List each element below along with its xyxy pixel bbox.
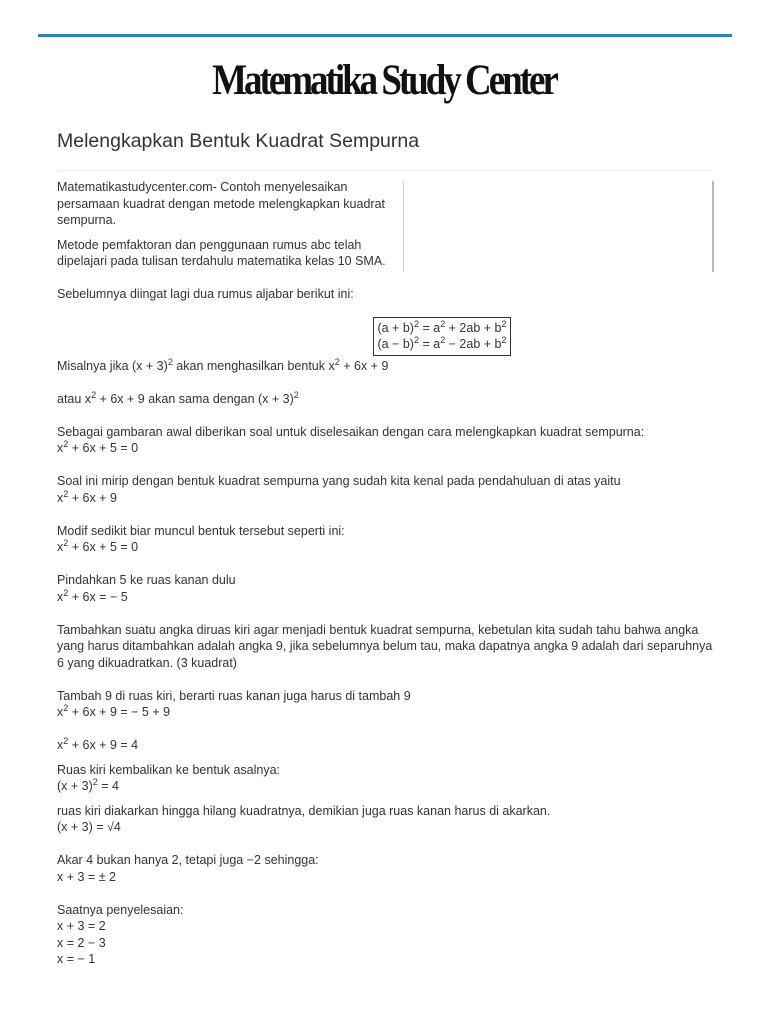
identity-square-difference: $(a - b)^2 = a^2 - 2ab + b^2$ xyxy=(377,334,507,351)
site-logo[interactable]: Matematika Study Center xyxy=(212,57,556,104)
equation: x + 3 = ± 2 xyxy=(57,869,116,884)
intro-paragraph: Metode pemfaktoran dan penggunaan rumus abc telah dipelajari pada tulisan terdahulu matematika kelas 10 SMA. xyxy=(57,237,386,268)
paragraph: Tambah 9 di ruas kiri, berarti ruas kanan juga harus di tambah 9 xyxy=(57,688,411,703)
equation: x = − 1 xyxy=(57,952,96,966)
exponent: 2 xyxy=(63,537,69,548)
exponent: 2 xyxy=(167,356,173,367)
paragraph: Akar 4 bukan hanya 2, tetapi juga −2 sehingga: xyxy=(57,853,319,867)
exponent: 2 xyxy=(92,776,98,787)
paragraph: Sebagai gambaran awal diberikan soal untuk diselesaikan dengan cara melengkapkan kuadrat sempurna: xyxy=(57,424,645,439)
ad-slot-right-border xyxy=(712,181,714,272)
equation: $x^2 + 6x + 5 = 0$ xyxy=(57,537,139,554)
header-top-rule xyxy=(38,34,732,37)
exponent: 2 xyxy=(63,702,69,713)
paragraph: Pindahkan 5 ke ruas kanan dulu xyxy=(57,573,236,587)
paragraph: Modif sedikit biar muncul bentuk tersebut seperti ini: xyxy=(57,523,345,538)
equation: x = 2 − 3 xyxy=(57,935,106,950)
paragraph: Tambahkan suatu angka diruas kiri agar menjadi bentuk kuadrat sempurna, kebetulan kita sudah tahu bahwa angka yang harus ditambahkan adalah angka 9, jika sebelumnya belum tau, maka dapatnya angka 9 adalah dari separuhnya 6 yang dikuadratkan. (3 kuadrat) xyxy=(57,622,713,670)
paragraph: Ruas kiri kembalikan ke bentuk asalnya: xyxy=(57,762,281,777)
equation: $x^2 + 6x + 9 = 4$ xyxy=(57,735,139,752)
title-divider xyxy=(57,170,712,171)
post-title: Melengkapkan Bentuk Kuadrat Sempurna xyxy=(57,130,420,152)
ad-slot-left-border xyxy=(403,181,404,272)
exponent: 2 xyxy=(63,587,69,598)
paragraph: Saatnya penyelesaian: xyxy=(57,902,184,917)
exponent: 2 xyxy=(63,438,69,449)
exponent: 2 xyxy=(501,318,507,329)
identity-square-sum: $(a + b)^2 = a^2 + 2ab + b^2$ xyxy=(377,318,507,335)
intro-paragraph: Matematikastudycenter.com- Contoh menyelesaikan persamaan kuadrat dengan metode melengkapkan kuadrat sempurna. xyxy=(57,180,385,227)
equation: $x^2 + 6x$ = − 5 xyxy=(57,587,128,604)
exponent: 2 xyxy=(501,334,507,345)
paragraph: Sebelumnya diingat lagi dua rumus aljabar berikut ini: xyxy=(57,287,354,301)
exponent: 2 xyxy=(440,318,446,329)
equation: $x^2 + 6x + 5 = 0$ xyxy=(57,438,139,455)
formula-box-wrapper xyxy=(57,317,717,356)
paragraph: ruas kiri diakarkan hingga hilang kuadratnya, demikian juga ruas kanan harus di akarkan. xyxy=(57,803,551,818)
paragraph: Misalnya jika $(x + 3)^2$ akan menghasilkan bentuk $x^2 + 6x + 9$ xyxy=(57,356,389,373)
equation: x + 3 = 2 xyxy=(57,919,106,933)
equation: $x^2 + 6x + 9$ xyxy=(57,488,117,505)
paragraph: Soal ini mirip dengan bentuk kuadrat sempurna yang sudah kita kenal pada pendahuluan di atas yaitu xyxy=(57,474,621,488)
equation: (x + 3) = √4 xyxy=(57,820,121,834)
paragraph: atau $x^2 + 6x + 9$ akan sama dengan $(x + 3)^2$ xyxy=(57,389,299,406)
exponent: 2 xyxy=(413,318,419,329)
algebra-identities-box xyxy=(373,317,510,356)
exponent: 2 xyxy=(63,488,69,499)
exponent: 2 xyxy=(413,334,419,345)
exponent: 2 xyxy=(63,735,69,746)
exponent: 2 xyxy=(91,389,97,400)
exponent: 2 xyxy=(334,356,340,367)
equation: $x^2 + 6x + 9$ = − 5 + 9 xyxy=(57,702,171,719)
exponent: 2 xyxy=(293,389,299,400)
intro-block xyxy=(57,179,397,278)
equation: $(x + 3)^2 = 4$ xyxy=(57,776,119,793)
article-body xyxy=(57,286,717,968)
exponent: 2 xyxy=(440,334,446,345)
